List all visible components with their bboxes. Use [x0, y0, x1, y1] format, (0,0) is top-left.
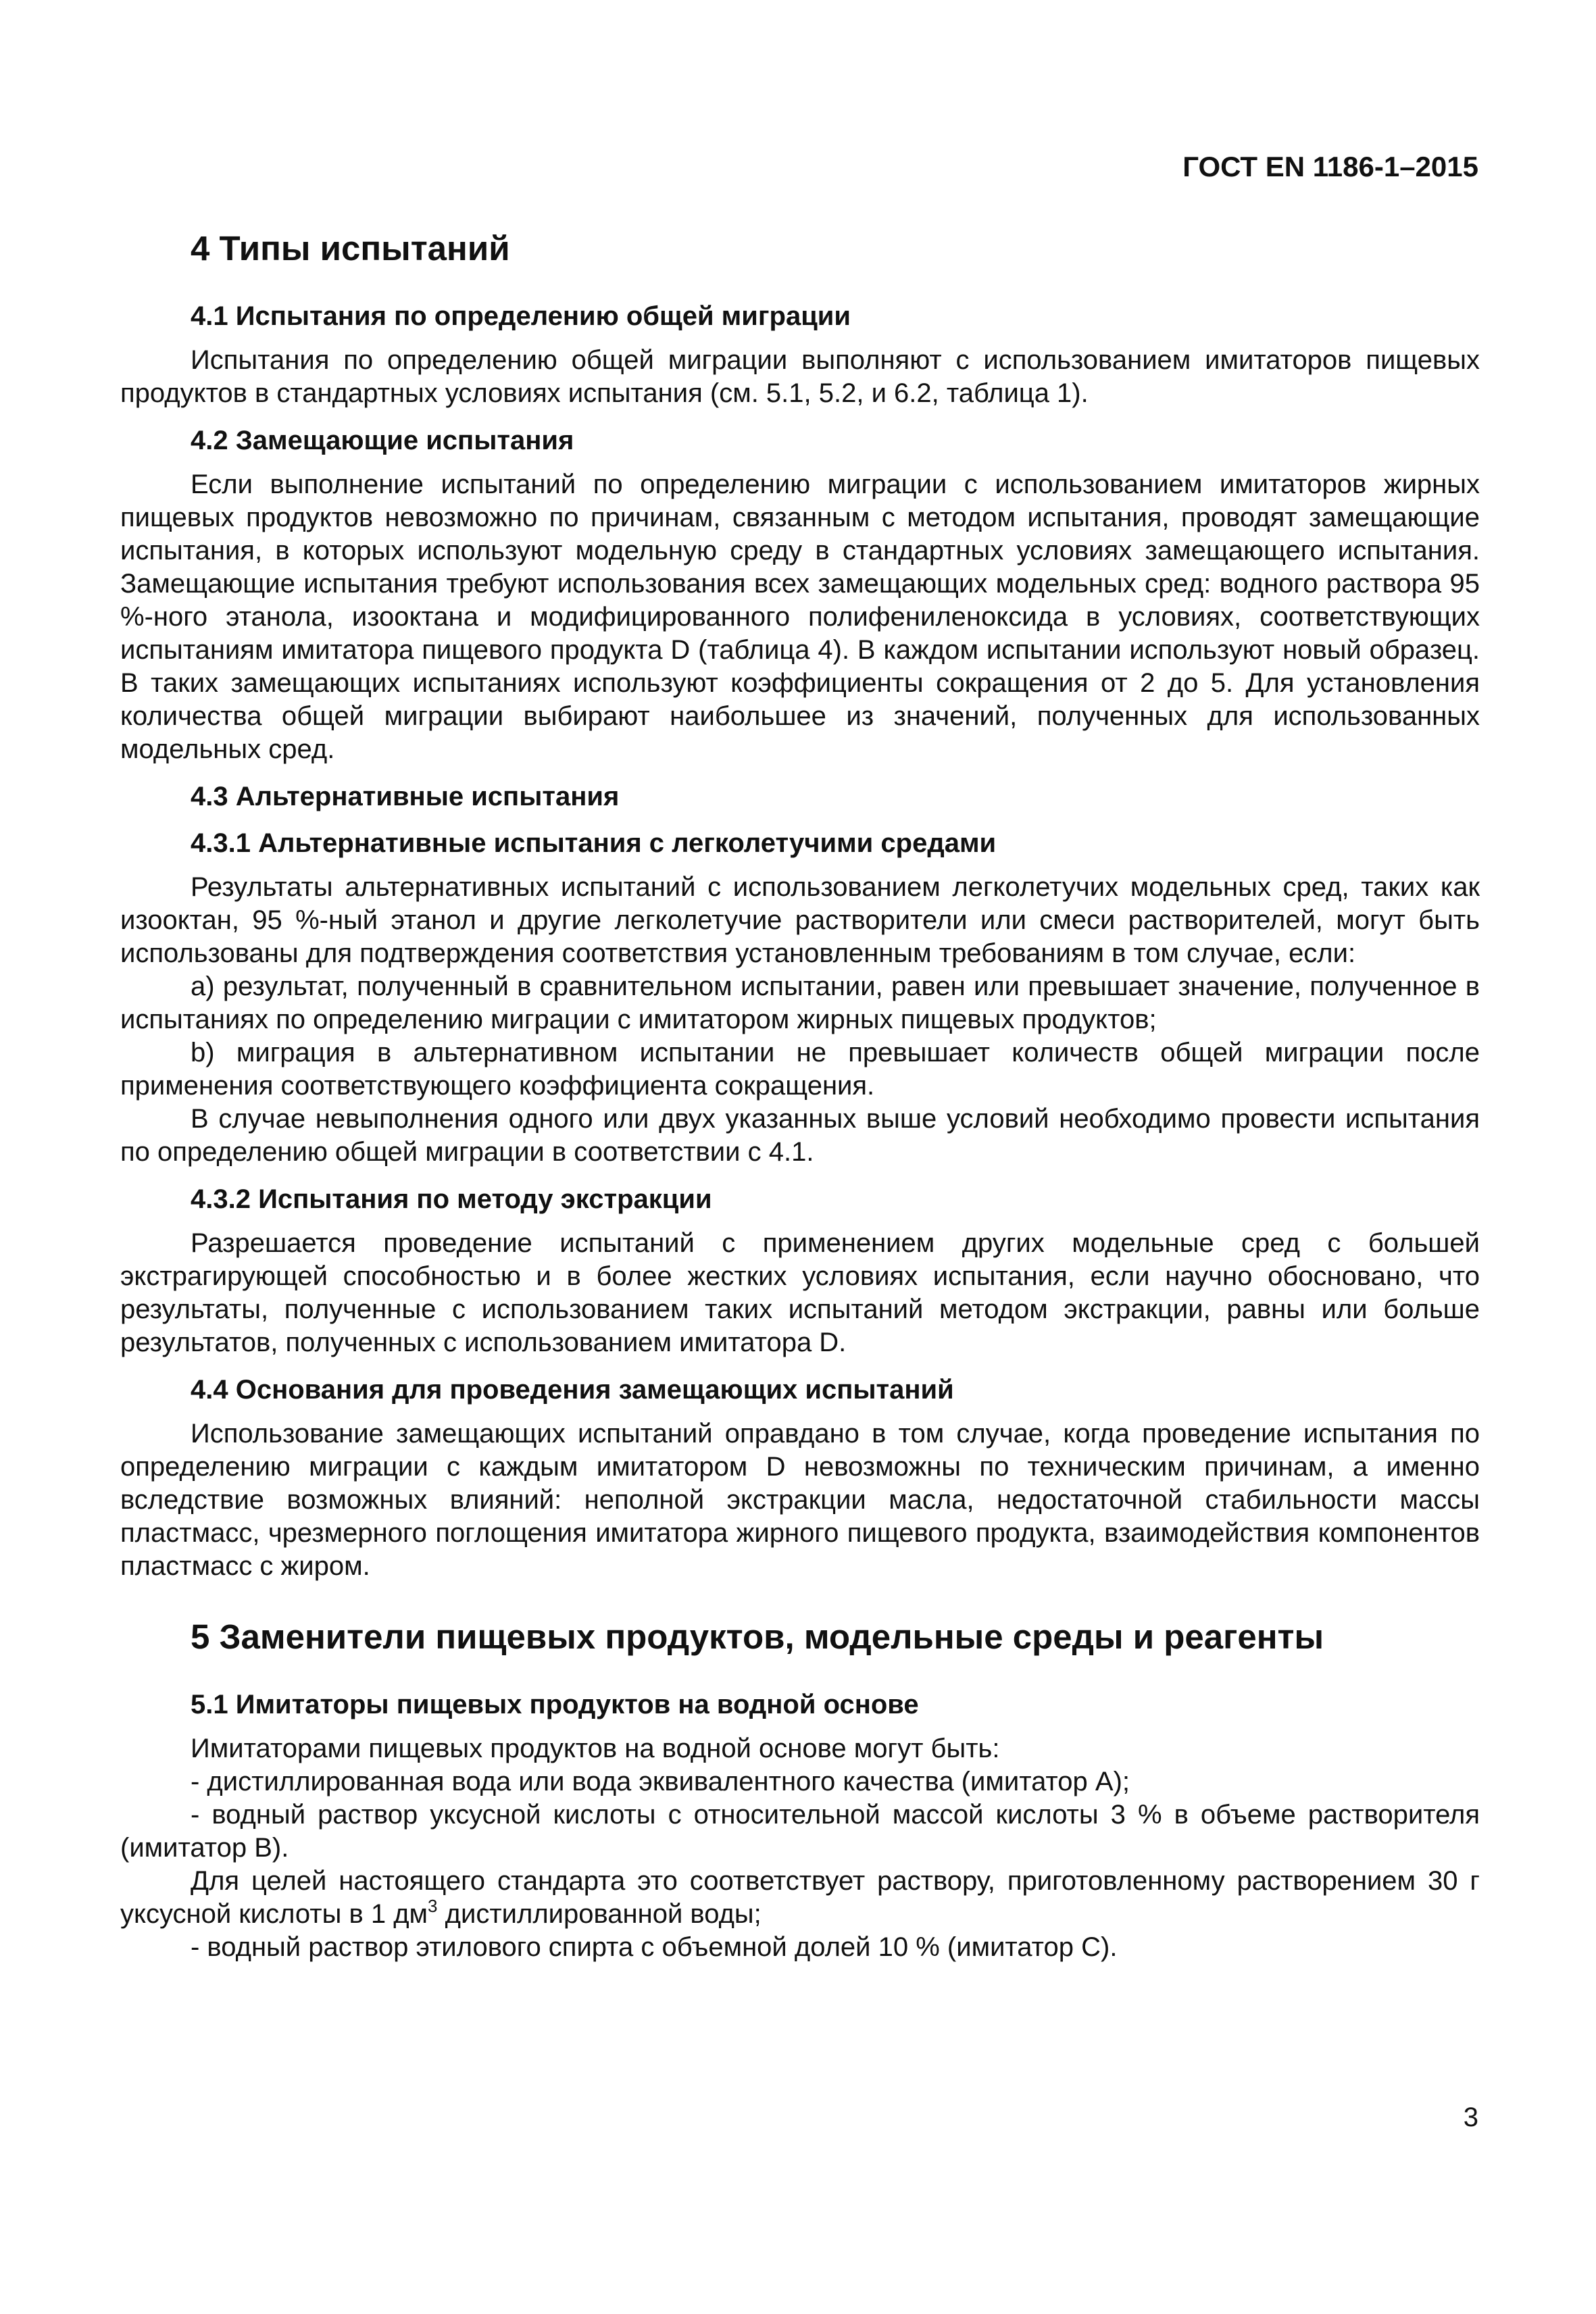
section-5-1-paragraph: Имитаторами пищевых продуктов на водной основе могут быть:: [191, 1734, 1000, 1763]
superscript: 3: [428, 1895, 438, 1916]
section-4-1-paragraph: Испытания по определению общей миграции выполняют с использованием имитаторов пищевых продуктов в стандартных условиях испытания (см. 5.1, 5.2, и 6.2, таблица 1).: [120, 345, 1480, 408]
section-4-3-title: 4.3 Альтернативные испытания: [191, 782, 620, 811]
section-4-4-paragraph: Использование замещающих испытаний оправдано в том случае, когда проведение испытания по определению миграции с каждым имитатором D невозможны по техническим причинам, а именно вследствие возможных влияний: неполной экстракции масла, недостаточной стабильности массы пластмасс, чрезмерного поглощения имитатора жирного пищевого продукта, взаимодействия компонентов пластмасс с жиром.: [120, 1419, 1480, 1581]
standard-header: ГОСТ EN 1186-1–2015: [1182, 151, 1478, 182]
list-item-2: - водный раствор уксусной кислоты с относительной массой кислоты 3 % в объеме растворителя (имитатор В).: [120, 1800, 1480, 1863]
section-5-1-title: 5.1 Имитаторы пищевых продуктов на водной основе: [191, 1690, 919, 1719]
paragraph-2-text: Для целей настоящего стандарта это соответствует раствору, приготовленному растворением 30 г уксусной кислоты в 1 дм: [120, 1866, 1480, 1929]
section-4-title: 4 Типы испытаний: [191, 229, 510, 268]
section-4-3-1-paragraph: Результаты альтернативных испытаний с использованием легколетучих модельных сред, таких как изооктан, 95 %-ный этанол и другие легколетучие растворители или смеси растворителей, могут быть использованы для подтверждения соответствия установленным требованиям в том случае, если:: [120, 872, 1480, 968]
section-4-3-1-paragraph-2: В случае невыполнения одного или двух указанных выше условий необходимо провести испытания по определению общей миграции в соответствии с 4.1.: [120, 1104, 1480, 1167]
list-item-1: - дистиллированная вода или вода эквивалентного качества (имитатор А);: [191, 1767, 1130, 1796]
list-item-b: b) миграция в альтернативном испытании не превышает количеств общей миграции после применения соответствующего коэффициента сокращения.: [120, 1038, 1480, 1101]
list-item-3: - водный раствор этилового спирта с объемной долей 10 % (имитатор С).: [191, 1932, 1118, 1962]
section-4-2-title: 4.2 Замещающие испытания: [191, 426, 574, 455]
section-4-1-title: 4.1 Испытания по определению общей миграции: [191, 301, 851, 331]
page-content: [120, 228, 1480, 1964]
list-item-a: а) результат, полученный в сравнительном испытании, равен или превышает значение, полученное в испытаниях по определению миграции с имитатором жирных пищевых продуктов;: [120, 972, 1480, 1034]
section-4-2-paragraph: Если выполнение испытаний по определению миграции с использованием имитаторов жирных пищевых продуктов невозможно по причинам, связанным с методом испытания, проводят замещающие испытания, в которых используют модельную среду в стандартных условиях замещающего испытания. Замещающие испытания требуют использования всех замещающих модельных сред: водного раствора 95 %-ного этанола, изооктана и модифицированного полифениленоксида в условиях, соответствующих испытаниям имитатора пищевого продукта D (таблица 4). В каждом испытании используют новый образец. В таких замещающих испытаниях используют коэффициенты сокращения от 2 до 5. Для установления количества общей миграции выбирают наибольшее из значений, полученных для использованных модельных сред.: [120, 470, 1480, 764]
section-4-3-2-title: 4.3.2 Испытания по методу экстракции: [191, 1184, 712, 1214]
section-4-4-title: 4.4 Основания для проведения замещающих испытаний: [191, 1375, 954, 1405]
section-5-title: 5 Заменители пищевых продуктов, модельные среды и реагенты: [191, 1617, 1324, 1656]
page-number: 3: [1463, 2103, 1478, 2132]
paragraph-2-tail: дистиллированной воды;: [437, 1899, 762, 1929]
section-5-1-paragraph-2: [120, 1865, 1480, 1931]
section-4-3-2-paragraph: Разрешается проведение испытаний с применением других модельные сред с большей экстрагирующей способностью и в более жестких условиях испытания, если научно обосновано, что результаты, полученные с использованием таких испытаний методом экстракции, равны или больше результатов, полученных с использованием имитатора D.: [120, 1228, 1480, 1357]
section-4-3-1-title: 4.3.1 Альтернативные испытания с легколетучими средами: [191, 828, 997, 858]
